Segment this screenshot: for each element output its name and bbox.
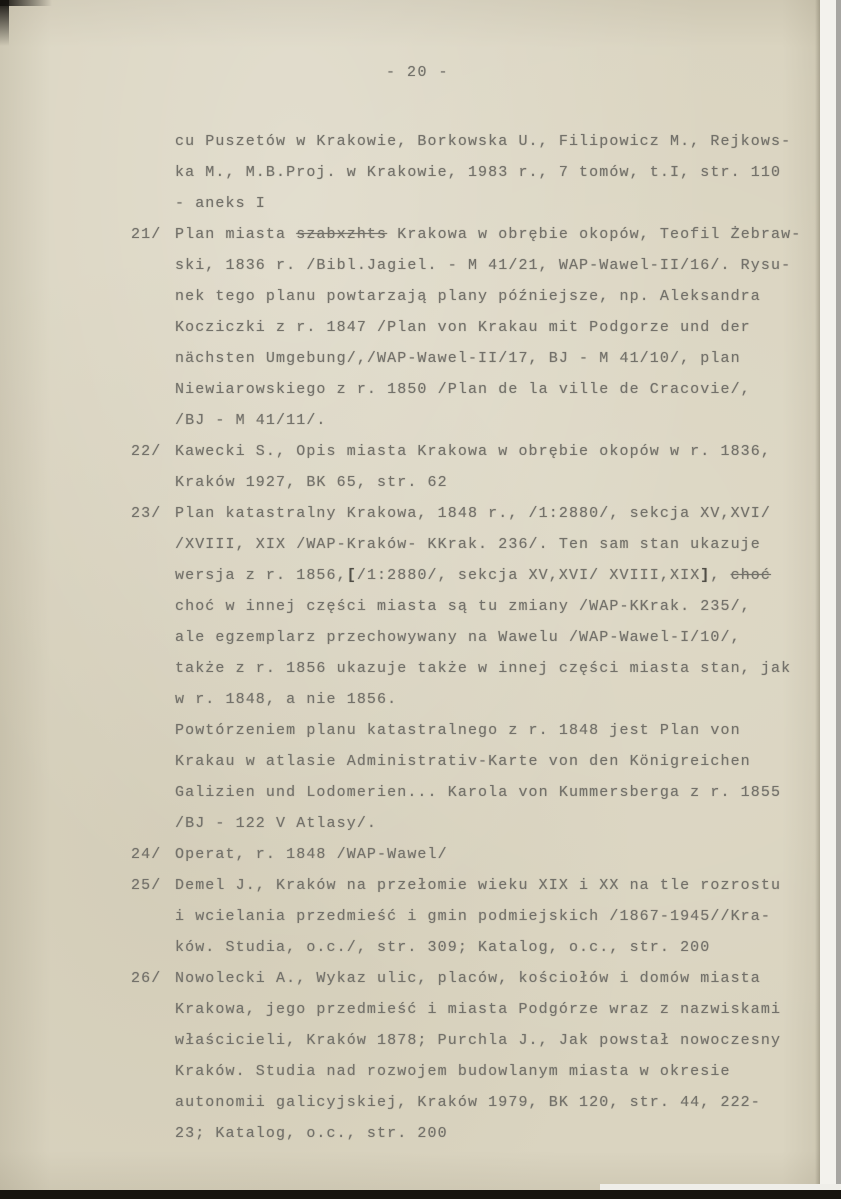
text-segment: /1:2880/, sekcja XV,XVI/ XVIII,XIX — [356, 567, 701, 584]
footnote-number: 21/ — [131, 226, 162, 243]
footnote-text — [175, 498, 821, 715]
footnote-text — [175, 839, 821, 870]
footnote-entry — [131, 436, 821, 498]
text-line: Krakowa, jego przedmieść i miasta Podgórze wraz z nazwiskami — [175, 1001, 782, 1018]
footnote-text — [175, 219, 821, 436]
text-line: autonomii galicyjskiej, Kraków 1979, BK 120, str. 44, 222- — [175, 1094, 761, 1111]
text-line: Powtórzeniem planu katastralnego z r. 1848 jest Plan von — [175, 722, 741, 739]
scan-border-bottom — [0, 1190, 841, 1199]
text-line: właścicieli, Kraków 1878; Purchla J., Jak powstał nowoczesny — [175, 1032, 782, 1049]
text-line: Kraków. Studia nad rozwojem budowlanym miasta w okresie — [175, 1063, 731, 1080]
footnote-text — [175, 963, 821, 1149]
footnote-number: 23/ — [131, 505, 162, 522]
text-line: - aneks I — [175, 195, 266, 212]
footnote-entry — [131, 870, 821, 963]
text-line: ka M., M.B.Proj. w Krakowie, 1983 r., 7 tomów, t.I, str. 110 — [175, 164, 782, 181]
scan-background-right — [820, 0, 836, 1199]
text-line: ków. Studia, o.c./, str. 309; Katalog, o.c., str. 200 — [175, 939, 711, 956]
text-line: Kraków 1927, BK 65, str. 62 — [175, 474, 448, 491]
text-line: ale egzemplarz przechowywany na Wawelu /WAP-Wawel-I/10/, — [175, 629, 741, 646]
text-line: Operat, r. 1848 /WAP-Wawel/ — [175, 846, 448, 863]
footnotes — [131, 126, 821, 1149]
footnote-entry — [131, 126, 821, 219]
text-line: ski, 1836 r. /Bibl.Jagiel. - M 41/21, WAP-Wawel-II/16/. Rysu- — [175, 257, 792, 274]
hand-bracket: ] — [700, 567, 711, 584]
page-number: - 20 - — [386, 64, 450, 81]
hand-bracket: [ — [346, 567, 357, 584]
text-segment: Plan miasta — [175, 226, 297, 243]
footnote-entry — [131, 715, 821, 839]
footnote-entry — [131, 839, 821, 870]
text-line: nächsten Umgebung/,/WAP-Wawel-II/17, BJ - M 41/10/, plan — [175, 350, 741, 367]
text-segment: wersja z r. 1856, — [175, 567, 347, 584]
scan-border-right — [836, 0, 841, 1199]
text-line: nek tego planu powtarzają plany późniejsze, np. Aleksandra — [175, 288, 761, 305]
text-line: Niewiarowskiego z r. 1850 /Plan de la ville de Cracovie/, — [175, 381, 751, 398]
footnote-number: 22/ — [131, 443, 162, 460]
scan-corner-mark-horizontal — [0, 0, 52, 6]
text-line: i wcielania przedmieść i gmin podmiejskich /1867-1945//Kra- — [175, 908, 771, 925]
struck-text: choć — [730, 567, 772, 584]
footnote-text — [175, 715, 821, 839]
text-segment: , — [710, 567, 731, 584]
text-line — [175, 560, 821, 591]
footnote-text — [175, 870, 821, 963]
footnote-text — [175, 126, 821, 219]
text-line: /BJ - 122 V Atlasy/. — [175, 815, 378, 832]
text-segment: Krakowa w obrębie okopów, Teofil Żebraw- — [387, 226, 802, 243]
text-line: Nowolecki A., Wykaz ulic, placów, kościołów i domów miasta — [175, 970, 761, 987]
text-line: /BJ - M 41/11/. — [175, 412, 327, 429]
text-line: Kawecki S., Opis miasta Krakowa w obrębie okopów w r. 1836, — [175, 443, 771, 460]
text-line: /XVIII, XIX /WAP-Kraków- KKrak. 236/. Ten sam stan ukazuje — [175, 536, 761, 553]
footnote-entry — [131, 963, 821, 1149]
text-line: Krakau w atlasie Administrativ-Karte von den Königreichen — [175, 753, 751, 770]
footnote-number: 26/ — [131, 970, 162, 987]
text-line: Kocziczki z r. 1847 /Plan von Krakau mit Podgorze und der — [175, 319, 751, 336]
text-line: cu Puszetów w Krakowie, Borkowska U., Filipowicz M., Rejkows- — [175, 133, 792, 150]
text-line: Plan katastralny Krakowa, 1848 r., /1:2880/, sekcja XV,XVI/ — [175, 505, 771, 522]
scan-corner-mark-vertical — [0, 0, 9, 46]
text-line: Galizien und Lodomerien... Karola von Kummersberga z r. 1855 — [175, 784, 782, 801]
footnote-number: 25/ — [131, 877, 162, 894]
struck-text: szabxzhts — [296, 226, 388, 243]
footnote-entry — [131, 498, 821, 715]
text-line: Demel J., Kraków na przełomie wieku XIX i XX na tle rozrostu — [175, 877, 782, 894]
text-line: w r. 1848, a nie 1856. — [175, 691, 398, 708]
text-line — [175, 219, 821, 250]
text-line: choć w innej części miasta są tu zmiany /WAP-KKrak. 235/, — [175, 598, 751, 615]
footnote-number: 24/ — [131, 846, 162, 863]
footnote-text — [175, 436, 821, 498]
text-line: 23; Katalog, o.c., str. 200 — [175, 1125, 448, 1142]
footnote-entry — [131, 219, 821, 436]
text-line: także z r. 1856 ukazuje także w innej części miasta stan, jak — [175, 660, 792, 677]
